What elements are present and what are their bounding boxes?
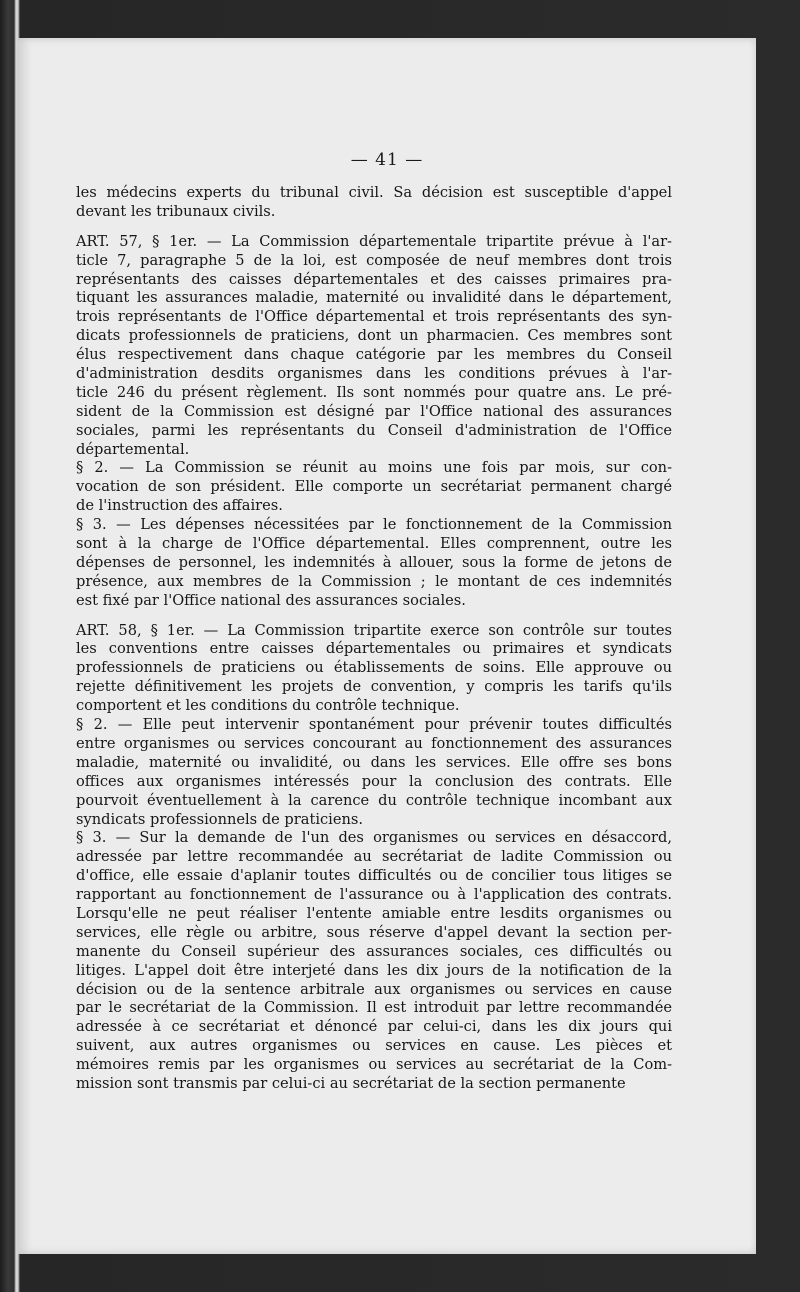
paragraph-art57-s2 bbox=[76, 459, 672, 516]
text-line: dicats professionnels de praticiens, dont un pharmacien. Ces membres sont bbox=[76, 327, 672, 345]
text-line: § 3. — Sur la demande de l'un des organismes ou services en désaccord, bbox=[76, 829, 672, 847]
text-line: dépenses de personnel, les indemnités à allouer, sous la forme de jetons de bbox=[76, 553, 672, 571]
text-line: rejette définitivement les projets de convention, y compris les tarifs qu'ils bbox=[76, 678, 672, 696]
text-line: devant les tribunaux civils. bbox=[76, 202, 276, 220]
text-line: ART. 58, § 1er. — La Commission tripartite exerce son contrôle sur toutes bbox=[76, 621, 672, 639]
text-line: ticle 7, paragraphe 5 de la loi, est composée de neuf membres dont trois bbox=[76, 251, 672, 269]
text-line: mémoires remis par les organismes ou services au secrétariat de la Com- bbox=[76, 1056, 672, 1074]
text-line: adressée par lettre recommandée au secrétariat de ladite Commission ou bbox=[76, 848, 672, 866]
text-line: élus respectivement dans chaque catégorie par les membres du Conseil bbox=[76, 346, 672, 364]
paragraph-continuation bbox=[76, 184, 672, 222]
text-line: litiges. L'appel doit être interjeté dans les dix jours de la notification de la bbox=[76, 961, 672, 979]
text-line: trois représentants de l'Office départemental et trois représentants des syn- bbox=[76, 308, 672, 326]
text-line: vocation de son président. Elle comporte un secrétariat permanent chargé bbox=[76, 478, 672, 496]
paragraph-art58-s2 bbox=[76, 716, 672, 829]
text-line: sont à la charge de l'Office départemental. Elles comprennent, outre les bbox=[76, 535, 672, 553]
paragraph-art58-s3 bbox=[76, 829, 672, 1093]
text-line: Lorsqu'elle ne peut réaliser l'entente amiable entre lesdits organismes ou bbox=[76, 904, 672, 922]
section-gap bbox=[76, 611, 672, 622]
text-line: comportent et les conditions du contrôle technique. bbox=[76, 697, 460, 715]
page-number: — 41 — bbox=[350, 150, 424, 170]
text-line: mission sont transmis par celui-ci au secrétariat de la section permanente bbox=[76, 1074, 626, 1092]
text-line: représentants des caisses départementales et des caisses primaires pra- bbox=[76, 270, 672, 288]
text-line: les médecins experts du tribunal civil. Sa décision est susceptible d'appel bbox=[76, 184, 672, 201]
paragraph-art57-s1 bbox=[76, 233, 672, 460]
text-line: manente du Conseil supérieur des assurances sociales, ces difficultés ou bbox=[76, 942, 672, 960]
body-text bbox=[76, 184, 672, 1094]
document-page bbox=[18, 38, 756, 1254]
text-line: entre organismes ou services concourant au fonctionnement des assurances bbox=[76, 734, 672, 752]
text-line: § 2. — La Commission se réunit au moins une fois par mois, sur con- bbox=[76, 459, 672, 477]
text-line: est fixé par l'Office national des assurances sociales. bbox=[76, 591, 466, 609]
text-line: sident de la Commission est désigné par l'Office national des assurances bbox=[76, 402, 672, 420]
text-line: § 2. — Elle peut intervenir spontanément pour prévenir toutes difficultés bbox=[76, 716, 672, 734]
text-line: ART. 57, § 1er. — La Commission départementale tripartite prévue à l'ar- bbox=[76, 232, 672, 250]
text-line: les conventions entre caisses départementales ou primaires et syndicats bbox=[76, 640, 672, 658]
text-line: maladie, maternité ou invalidité, ou dans les services. Elle offre ses bons bbox=[76, 753, 672, 771]
text-line: services, elle règle ou arbitre, sous réserve d'appel devant la section per- bbox=[76, 923, 672, 941]
text-line: d'office, elle essaie d'aplanir toutes difficultés ou de concilier tous litiges se bbox=[76, 867, 672, 885]
text-line: suivent, aux autres organismes ou services en cause. Les pièces et bbox=[76, 1037, 672, 1055]
text-line: syndicats professionnels de praticiens. bbox=[76, 810, 363, 828]
text-line: décision ou de la sentence arbitrale aux organismes ou services en cause bbox=[76, 980, 672, 998]
text-line: offices aux organismes intéressés pour la conclusion des contrats. Elle bbox=[76, 772, 672, 790]
text-line: présence, aux membres de la Commission ; le montant de ces indemnités bbox=[76, 572, 672, 590]
text-line: professionnels de praticiens ou établissements de soins. Elle approuve ou bbox=[76, 659, 672, 677]
text-line: pourvoit éventuellement à la carence du contrôle technique incombant aux bbox=[76, 791, 672, 809]
text-line: § 3. — Les dépenses nécessitées par le fonctionnement de la Commission bbox=[76, 516, 672, 534]
text-line: rapportant au fonctionnement de l'assurance ou à l'application des contrats. bbox=[76, 886, 672, 904]
section-gap bbox=[76, 222, 672, 233]
text-line: départemental. bbox=[76, 440, 190, 458]
text-line: de l'instruction des affaires. bbox=[76, 497, 283, 515]
text-line: d'administration desdits organismes dans les conditions prévues à l'ar- bbox=[76, 365, 672, 383]
paragraph-art57-s3 bbox=[76, 516, 672, 610]
text-line: adressée à ce secrétariat et dénoncé par celui-ci, dans les dix jours qui bbox=[76, 1018, 672, 1036]
text-line: ticle 246 du présent règlement. Ils sont nommés pour quatre ans. Le pré- bbox=[76, 383, 672, 401]
paragraph-art58-s1 bbox=[76, 622, 672, 716]
text-line: sociales, parmi les représentants du Conseil d'administration de l'Office bbox=[76, 421, 672, 439]
text-line: tiquant les assurances maladie, maternité ou invalidité dans le département, bbox=[76, 289, 672, 307]
text-line: par le secrétariat de la Commission. Il est introduit par lettre recommandée bbox=[76, 999, 672, 1017]
